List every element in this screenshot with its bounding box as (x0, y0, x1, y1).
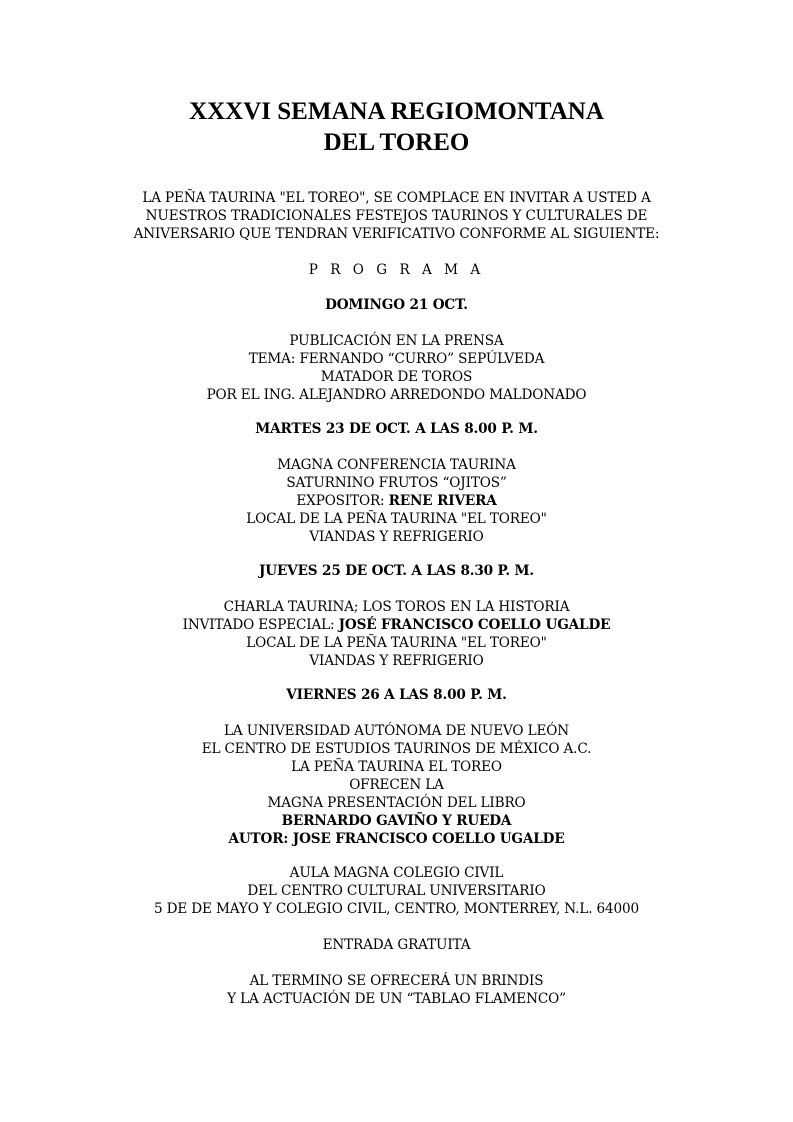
event-line: CHARLA TAURINA; LOS TOROS EN LA HISTORIA (223, 599, 570, 615)
intro-line: LA PEÑA TAURINA "EL TOREO", SE COMPLACE EN INVITAR A USTED A (142, 190, 651, 206)
book-title: BERNARDO GAVIÑO Y RUEDA (281, 813, 512, 829)
intro-line: ANIVERSARIO QUE TENDRAN VERIFICATIVO CONFORME AL SIGUIENTE: (133, 226, 660, 242)
event-line: LA PEÑA TAURINA EL TOREO (291, 759, 502, 775)
event-line: POR EL ING. ALEJANDRO ARREDONDO MALDONADO (206, 387, 587, 403)
event-date: JUEVES 25 DE OCT. A LAS 8.30 P. M. (258, 563, 535, 579)
venue-line: AULA MAGNA COLEGIO CIVIL (289, 865, 504, 881)
venue-line: 5 DE DE MAYO Y COLEGIO CIVIL, CENTRO, MONTERREY, N.L. 64000 (153, 901, 640, 917)
invitado-line (0, 616, 793, 634)
document-title (0, 96, 793, 158)
event-details (0, 722, 793, 848)
event-details (0, 456, 793, 546)
expositor-name: RENE RIVERA (388, 493, 497, 509)
programa-heading: P R O G R A M A (308, 262, 485, 278)
expositor-line (0, 492, 793, 510)
event-date: VIERNES 26 A LAS 8.00 P. M. (286, 687, 507, 703)
event-line: MATADOR DE TOROS (320, 369, 473, 385)
venue-line: DEL CENTRO CULTURAL UNIVERSITARIO (247, 883, 546, 899)
event-line: VIANDAS Y REFRIGERIO (309, 529, 484, 545)
event-line: EL CENTRO DE ESTUDIOS TAURINOS DE MÉXICO A.C. (201, 741, 592, 757)
closing-note (0, 972, 793, 1008)
entrada-gratuita: ENTRADA GRATUITA (322, 937, 471, 953)
event-date: DOMINGO 21 OCT. (325, 297, 468, 313)
event-line: SATURNINO FRUTOS “OJITOS” (286, 475, 507, 491)
title-line-1: XXXVI SEMANA REGIOMONTANA (189, 98, 604, 125)
event-line: MAGNA CONFERENCIA TAURINA (277, 457, 516, 473)
event-details (0, 332, 793, 404)
event-date: MARTES 23 DE OCT. A LAS 8.00 P. M. (255, 421, 538, 437)
event-line: LA UNIVERSIDAD AUTÓNOMA DE NUEVO LEÓN (224, 723, 569, 739)
event-line: PUBLICACIÓN EN LA PRENSA (289, 333, 504, 349)
event-line: LOCAL DE LA PEÑA TAURINA "EL TOREO" (246, 635, 547, 651)
expositor-label: EXPOSITOR: (296, 493, 389, 509)
event-line: TEMA: FERNANDO “CURRO” SEPÚLVEDA (248, 351, 545, 367)
event-line: MAGNA PRESENTACIÓN DEL LIBRO (267, 795, 526, 811)
title-line-2: DEL TOREO (323, 129, 470, 156)
event-details (0, 598, 793, 670)
closing-line: AL TERMINO SE OFRECERÁ UN BRINDIS (249, 973, 544, 989)
intro-paragraph (0, 189, 793, 243)
closing-line: Y LA ACTUACIÓN DE UN “TABLAO FLAMENCO” (227, 991, 566, 1007)
venue-address (0, 864, 793, 918)
invitado-label: INVITADO ESPECIAL: (182, 617, 339, 633)
event-line: VIANDAS Y REFRIGERIO (309, 653, 484, 669)
book-author: AUTOR: JOSE FRANCISCO COELLO UGALDE (228, 831, 565, 847)
event-line: OFRECEN LA (349, 777, 444, 793)
event-line: LOCAL DE LA PEÑA TAURINA "EL TOREO" (246, 511, 547, 527)
invitado-name: JOSÉ FRANCISCO COELLO UGALDE (338, 617, 611, 633)
intro-line: NUESTROS TRADICIONALES FESTEJOS TAURINOS Y CULTURALES DE (145, 208, 648, 224)
